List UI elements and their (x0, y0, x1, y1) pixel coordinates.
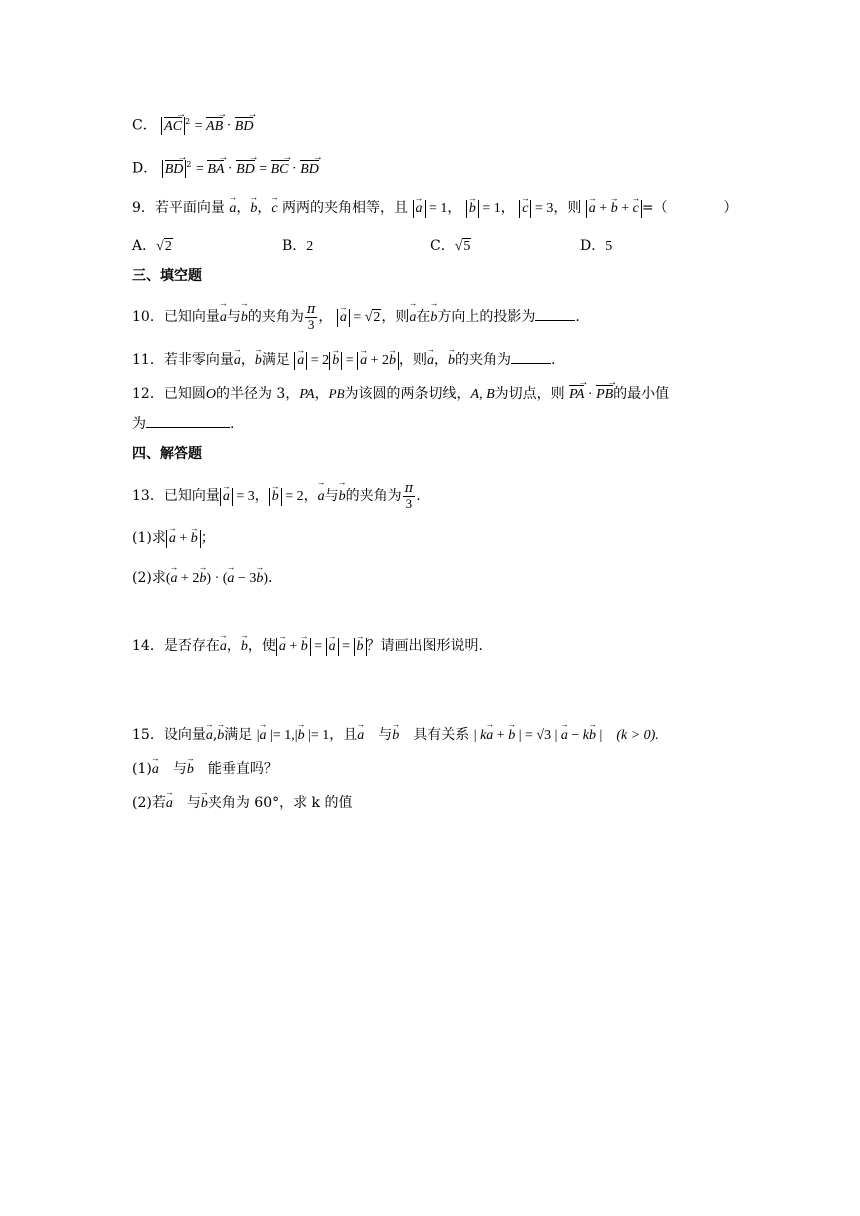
q15-part1: (1)→ a 与→ b 能垂直吗？ (132, 759, 278, 780)
answer-blank (511, 351, 551, 364)
answer-blank (535, 308, 575, 321)
q11: 11．若非零向量→ a，→ b满足 → a = 2→ b = → a + 2→ b ，则→ a，→ b的夹角为 . (132, 350, 555, 371)
section-heading-solutions: 四、解答题 (132, 446, 202, 462)
section-heading-fill-blank: 三、填空题 (132, 268, 202, 284)
q9-option-a: A．√2 (132, 238, 172, 254)
q13-part1: (1)求→ a + → b ； (132, 528, 215, 548)
magnitude: AC → (161, 117, 185, 136)
q8-option-d: D． BD → $^2$ = BA → · BD → = BC → · BD → (132, 155, 319, 180)
fraction-pi-over-3: $\frac{\pi}{3}$ (306, 302, 316, 332)
magnitude: BD → (162, 160, 187, 179)
q12-line1: 12．已知圆O的半径为 3，PA，PB为该圆的两条切线，A, B为切点，则 PA → · PB →的最小值 (132, 384, 669, 405)
q9-option-d: D．5 (580, 238, 613, 254)
q15-stem: 15．设向量→ a,→ b满足 |→ a |= 1,|→ b |= 1，且→ a 与→ b 具有关系 | k→ a + → b | = √3 | → a − k→ b | (k > 0). (132, 725, 659, 746)
q9-options (132, 236, 692, 258)
answer-blank (146, 415, 230, 428)
q10: 10．已知向量→ a与→ b的夹角为 $\frac{\pi}{3}$ ， → a = √2，则→ a在→ b方向上的投影为 . (132, 303, 580, 331)
q13-stem: 13．已知向量→ a = 3，→ b = 2，→ a与→ b的夹角为 $\frac{\pi}{3}$ . (132, 482, 421, 510)
q9-stem: 9．若平面向量 → a，→ b，→ c 两两的夹角相等，且 → a = 1， → b = 1， → c = 3，则 → a + → b + → c =（ ） (132, 198, 738, 219)
q8-option-c: C． AC → $^2$ = AB → · BD → (132, 112, 253, 137)
q9-option-c: C．√5 (430, 238, 471, 254)
q13-part2: (2)求(→ a + 2→ b) · (→ a − 3→ b). (132, 568, 272, 589)
q15-part2: (2)若→ a 与→ b夹角为 60°，求 k 的值 (132, 793, 353, 814)
fraction-pi-over-3: $\frac{\pi}{3}$ (404, 481, 414, 511)
option-label: D． (132, 160, 158, 177)
q12-line2: 为 . (132, 416, 235, 432)
option-label: C． (132, 117, 157, 134)
q14: 14．是否存在→ a，→ b，使→ a + → b = → a = → b ？请画出图形说明． (132, 636, 493, 657)
q9-option-b: B．2 (282, 238, 314, 254)
